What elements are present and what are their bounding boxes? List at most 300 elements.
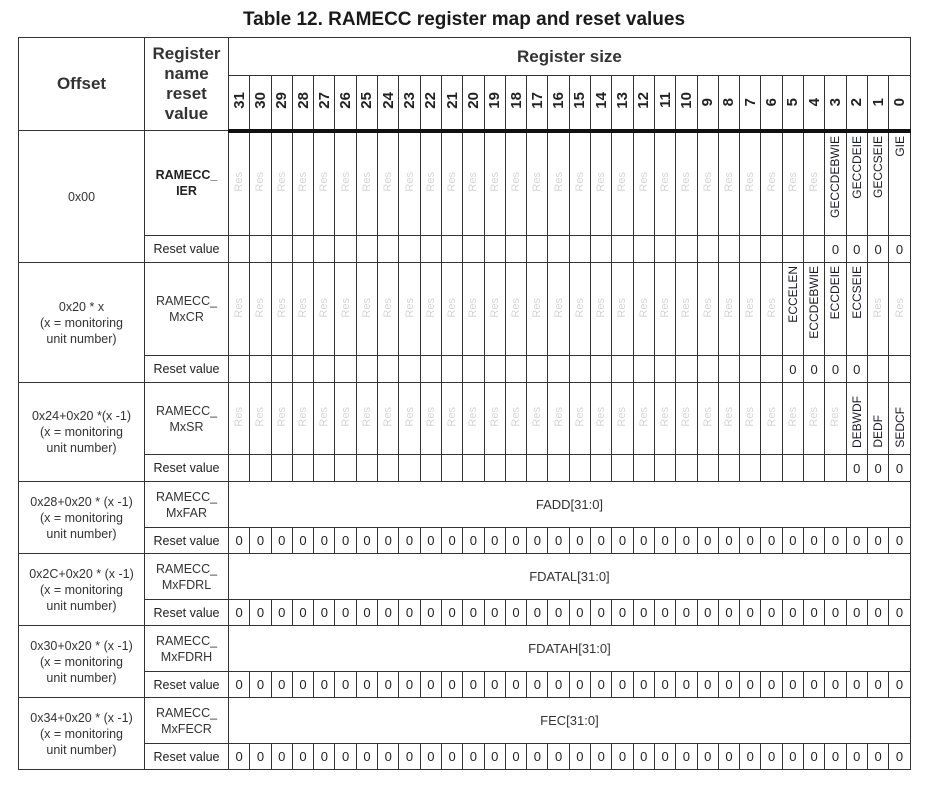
reset-bit-1	[867, 528, 888, 554]
reserved-bit	[761, 263, 782, 356]
reset-bit-7	[740, 672, 761, 698]
reset-value-label	[145, 744, 229, 770]
reserved-bit	[229, 263, 250, 356]
reset-row	[19, 600, 911, 626]
reserved-label: Res	[616, 297, 629, 318]
reset-bit-value: 0	[789, 533, 797, 548]
reset-bit-5	[782, 744, 803, 770]
reset-bit-value: 0	[384, 605, 392, 620]
text-line: unit number)	[46, 742, 117, 757]
reset-bit-22	[420, 528, 441, 554]
reset-bit-8	[718, 672, 739, 698]
reset-bit-28	[292, 744, 313, 770]
bit-number-label: 25	[358, 91, 376, 109]
reset-bit-value: 0	[810, 605, 818, 620]
bit-number-label: 9	[699, 98, 717, 107]
reset-row	[19, 744, 911, 770]
reset-bit-21	[441, 744, 462, 770]
reset-bit-17	[527, 600, 548, 626]
reserved-label: Res	[339, 172, 352, 193]
bit-number-label: 24	[379, 91, 397, 109]
reserved-bit	[250, 263, 271, 356]
bit-number-label: 2	[848, 98, 866, 107]
reset-bit-value: 0	[597, 677, 605, 692]
bit-number-0	[889, 76, 911, 131]
reset-bit-value: 0	[278, 533, 286, 548]
reserved-label: Res	[659, 172, 672, 193]
reserved-label: Res	[744, 407, 757, 427]
bit-number-label: 12	[635, 91, 653, 109]
register-row	[19, 626, 911, 672]
reset-bit-13	[612, 528, 633, 554]
reset-bit-value: 0	[533, 605, 541, 620]
reset-bit-24	[378, 600, 399, 626]
bit-number-label: 7	[741, 98, 759, 107]
reset-bit-23	[399, 236, 420, 263]
reserved-bit	[527, 131, 548, 236]
reserved-label: Res	[786, 407, 799, 427]
reset-bit-28	[292, 455, 313, 482]
reset-bit-value: 0	[554, 533, 563, 548]
bit-number-label: 27	[315, 91, 333, 109]
reset-bit-value: 0	[405, 749, 414, 764]
bit-field-eccdebwie	[804, 263, 825, 356]
reserved-bit	[378, 263, 399, 356]
reset-bit-8	[718, 528, 739, 554]
text-line: unit number)	[46, 441, 117, 455]
reset-bit-value: 0	[533, 533, 541, 548]
reset-bit-value: 0	[512, 533, 520, 548]
reset-bit-22	[420, 600, 441, 626]
reset-bit-11	[654, 744, 675, 770]
reserved-label: Res	[233, 407, 246, 427]
reset-bit-20	[463, 455, 484, 482]
reset-bit-19	[484, 600, 505, 626]
reset-bit-value: 0	[831, 749, 840, 764]
reserved-label: Res	[424, 297, 437, 318]
text-line: (x = monitoring	[39, 654, 124, 669]
reset-bit-27	[314, 455, 335, 482]
reset-bit-value: 0	[661, 533, 669, 548]
reset-bit-value: 0	[363, 533, 371, 548]
reserved-label: Res	[446, 172, 459, 193]
reset-bit-value: 0	[618, 533, 627, 548]
reserved-label: Res	[318, 172, 331, 193]
bit-number-21	[441, 76, 462, 131]
reset-bit-value: 0	[554, 749, 563, 764]
reset-bit-value: 0	[746, 749, 754, 764]
bit-number-label: 4	[805, 98, 823, 107]
reserved-bit	[697, 263, 718, 356]
reset-bit-value: 0	[618, 749, 627, 764]
reset-bit-29	[271, 528, 292, 554]
reset-bit-15	[569, 744, 590, 770]
reset-bit-24	[378, 528, 399, 554]
reset-bit-value: 0	[895, 749, 904, 764]
reset-bit-10	[676, 356, 697, 383]
bit-number-label: 11	[656, 92, 674, 109]
reset-bit-27	[314, 236, 335, 263]
reset-bit-6	[761, 528, 782, 554]
reset-bit-31	[229, 356, 250, 383]
reset-bit-value: 0	[597, 605, 605, 620]
reset-bit-2	[846, 672, 867, 698]
text-line: RAMECC_	[155, 168, 218, 182]
reset-bit-21	[441, 672, 462, 698]
bit-number-7	[740, 76, 761, 131]
reset-row	[19, 236, 911, 263]
bit-number-11	[654, 76, 675, 131]
reset-bit-value: 0	[874, 677, 882, 692]
reset-bit-value: 0	[256, 749, 265, 764]
reserved-label: Res	[722, 172, 735, 193]
reset-bit-17	[527, 672, 548, 698]
reset-bit-13	[612, 744, 633, 770]
register-field-wide	[229, 698, 911, 744]
reset-bit-3	[825, 356, 846, 383]
reserved-bit	[314, 131, 335, 236]
bit-field-debwdf	[846, 383, 867, 455]
reserved-bit	[505, 263, 526, 356]
register-name	[145, 554, 229, 600]
reserved-label: Res	[637, 407, 650, 427]
reset-bit-9	[697, 455, 718, 482]
reset-bit-value: 0	[576, 533, 584, 548]
reset-bit-22	[420, 236, 441, 263]
text-line: Register	[152, 44, 221, 63]
reserved-bit	[356, 383, 377, 455]
reserved-label: Res	[531, 172, 544, 193]
reset-bit-15	[569, 455, 590, 482]
reset-bit-value: 0	[469, 677, 478, 692]
register-name	[145, 482, 229, 528]
bit-number-label: 28	[294, 91, 312, 109]
register-name	[145, 698, 229, 744]
reserved-bit	[484, 131, 505, 236]
reserved-label: Res	[808, 172, 821, 193]
reset-bit-value: 0	[895, 605, 904, 620]
text-line: RAMECC_	[155, 403, 218, 418]
bit-field-sedcf	[889, 383, 911, 455]
reset-bit-11	[654, 528, 675, 554]
reset-bit-10	[676, 455, 697, 482]
reset-bit-29	[271, 356, 292, 383]
reset-bit-10	[676, 600, 697, 626]
reset-bit-22	[420, 744, 441, 770]
reset-bit-value: 0	[299, 749, 307, 764]
reset-bit-14	[591, 744, 612, 770]
register-row	[19, 383, 911, 455]
reset-bit-25	[356, 600, 377, 626]
reset-bit-value: 0	[235, 749, 243, 764]
reset-bit-value: 0	[725, 533, 733, 548]
reset-bit-1	[867, 356, 888, 383]
reset-bit-value: 0	[512, 605, 520, 620]
reset-bit-value: 0	[597, 749, 605, 764]
reset-bit-0	[889, 528, 911, 554]
reserved-label: Res	[637, 172, 650, 193]
reserved-bit	[591, 383, 612, 455]
reserved-bit	[441, 263, 462, 356]
reserved-label: Res	[701, 172, 714, 193]
reserved-bit	[314, 383, 335, 455]
reserved-bit	[548, 263, 569, 356]
reset-bit-value: 0	[810, 749, 818, 764]
reset-bit-value: 0	[640, 677, 648, 692]
reserved-label: Res	[744, 172, 757, 193]
reset-bit-20	[463, 356, 484, 383]
reserved-bit	[804, 131, 825, 236]
reset-bit-value: 0	[256, 533, 265, 548]
reset-bit-0	[889, 236, 911, 263]
register-name	[145, 131, 229, 236]
reserved-bit	[356, 131, 377, 236]
reset-label: Reset value	[153, 461, 220, 475]
reserved-bit	[399, 131, 420, 236]
reset-bit-value: 0	[427, 677, 435, 692]
text-line: RAMECC_	[155, 705, 218, 720]
reserved-bit	[740, 263, 761, 356]
reset-bit-value: 0	[704, 533, 712, 548]
reset-value-label	[145, 528, 229, 554]
reserved-label: Res	[765, 407, 778, 427]
bit-field-geccseie	[867, 131, 888, 236]
text-line: unit number)	[46, 598, 117, 613]
reset-bit-value: 0	[895, 460, 904, 476]
reset-bit-value: 0	[491, 749, 499, 764]
reset-bit-26	[335, 455, 356, 482]
reset-bit-5	[782, 455, 803, 482]
reset-bit-value: 0	[533, 749, 541, 764]
reset-bit-20	[463, 236, 484, 263]
reserved-label: Res	[488, 407, 501, 427]
reset-bit-value: 0	[576, 605, 584, 620]
reset-bit-value: 0	[405, 533, 414, 548]
reserved-bit	[718, 131, 739, 236]
reset-bit-value: 0	[469, 605, 478, 620]
reset-bit-value: 0	[853, 241, 861, 257]
reserved-label: Res	[744, 297, 757, 318]
text-line: unit number)	[46, 670, 117, 685]
reset-bit-29	[271, 600, 292, 626]
reset-bit-24	[378, 672, 399, 698]
reset-bit-value: 0	[256, 605, 265, 620]
reset-bit-6	[761, 236, 782, 263]
bit-number-20	[463, 76, 484, 131]
reserved-label: Res	[680, 297, 693, 318]
reset-bit-23	[399, 528, 420, 554]
bit-number-30	[250, 76, 271, 131]
reserved-bit	[782, 383, 803, 455]
text-line: 0x30+0x20 * (x -1)	[30, 638, 133, 653]
reset-bit-23	[399, 356, 420, 383]
reset-bit-value: 0	[576, 749, 584, 764]
reset-bit-value: 0	[235, 533, 243, 548]
reserved-label: Res	[595, 172, 608, 193]
reserved-label: Res	[510, 172, 522, 193]
bit-number-label: 21	[443, 91, 461, 109]
reset-bit-value: 0	[533, 677, 541, 692]
reset-bit-16	[548, 455, 569, 482]
reset-bit-value: 0	[767, 749, 776, 764]
reset-bit-value: 0	[469, 749, 478, 764]
reserved-label: Res	[403, 297, 416, 318]
text-line: RAMECC_	[155, 294, 218, 308]
reserved-bit	[612, 383, 633, 455]
reset-bit-value: 0	[405, 677, 414, 692]
reserved-label: Res	[467, 172, 480, 193]
reset-row	[19, 672, 911, 698]
reset-bit-value: 0	[682, 677, 690, 692]
reserved-bit	[867, 263, 888, 356]
reserved-label: Res	[510, 297, 522, 318]
field-label: ECCDEBWIE	[807, 266, 822, 339]
reset-bit-value: 0	[704, 605, 712, 620]
reserved-label: Res	[275, 407, 288, 427]
reset-bit-3	[825, 744, 846, 770]
reset-bit-28	[292, 356, 313, 383]
reserved-bit	[356, 263, 377, 356]
reset-label: Reset value	[153, 677, 220, 692]
reset-bit-value: 0	[874, 460, 882, 476]
reset-bit-value: 0	[554, 605, 563, 620]
reserved-label: Res	[254, 172, 267, 193]
reserved-label: Res	[488, 297, 501, 318]
reset-bit-30	[250, 455, 271, 482]
reset-bit-23	[399, 600, 420, 626]
reset-bit-value: 0	[448, 749, 456, 764]
reserved-label: Res	[233, 172, 246, 193]
reserved-bit	[292, 263, 313, 356]
reset-bit-5	[782, 356, 803, 383]
reset-bit-12	[633, 356, 654, 383]
reserved-label: Res	[360, 407, 373, 427]
reserved-label: Res	[382, 172, 395, 193]
reset-bit-13	[612, 236, 633, 263]
reset-bit-19	[484, 528, 505, 554]
reserved-label: Res	[446, 297, 459, 318]
reset-bit-20	[463, 528, 484, 554]
reset-bit-18	[505, 672, 526, 698]
reset-bit-value: 0	[235, 605, 243, 620]
reserved-bit	[463, 131, 484, 236]
reset-bit-1	[867, 672, 888, 698]
reset-bit-26	[335, 528, 356, 554]
reset-bit-value: 0	[810, 533, 818, 548]
reset-bit-1	[867, 236, 888, 263]
reserved-label: Res	[680, 407, 693, 427]
register-offset	[19, 554, 145, 626]
reset-bit-value: 0	[767, 605, 776, 620]
reset-bit-2	[846, 356, 867, 383]
reset-bit-value: 0	[554, 677, 563, 692]
reset-bit-21	[441, 528, 462, 554]
reset-bit-25	[356, 455, 377, 482]
text-line: 0x20 * x	[58, 299, 105, 314]
reset-bit-7	[740, 528, 761, 554]
reset-bit-value: 0	[895, 677, 904, 692]
reserved-label: Res	[403, 172, 416, 193]
reset-bit-value: 0	[682, 605, 690, 620]
reset-bit-13	[612, 600, 633, 626]
register-offset	[19, 131, 145, 263]
reset-bit-5	[782, 600, 803, 626]
reset-bit-2	[846, 455, 867, 482]
bit-number-label: 20	[464, 91, 482, 109]
reset-bit-8	[718, 455, 739, 482]
bit-number-29	[271, 76, 292, 131]
reserved-bit	[804, 383, 825, 455]
reset-bit-13	[612, 455, 633, 482]
reset-bit-29	[271, 236, 292, 263]
reserved-bit	[740, 383, 761, 455]
reset-value-label	[145, 455, 229, 482]
bit-number-5	[782, 76, 803, 131]
reset-bit-8	[718, 236, 739, 263]
register-name	[145, 383, 229, 455]
bit-field-eccseie	[846, 263, 867, 356]
reset-bit-29	[271, 744, 292, 770]
text-line: 0x00	[67, 189, 96, 204]
register-offset	[19, 383, 145, 482]
reserved-bit	[314, 263, 335, 356]
reserved-label: Res	[701, 297, 714, 318]
reset-bit-14	[591, 672, 612, 698]
text-line: (x = monitoring	[39, 510, 124, 525]
text-line: (x = monitoring	[39, 582, 124, 597]
bit-number-3	[825, 76, 846, 131]
reset-row	[19, 455, 911, 482]
reserved-bit	[420, 131, 441, 236]
reset-bit-19	[484, 744, 505, 770]
reset-bit-6	[761, 455, 782, 482]
reserved-bit	[229, 131, 250, 236]
reserved-bit	[271, 131, 292, 236]
bit-number-28	[292, 76, 313, 131]
register-name	[145, 626, 229, 672]
text-line: RAMECC_	[155, 489, 218, 504]
reset-bit-value: 0	[427, 605, 435, 620]
reset-bit-value: 0	[448, 533, 456, 548]
reset-bit-16	[548, 600, 569, 626]
reset-bit-value: 0	[767, 677, 776, 692]
reset-value-label	[145, 236, 229, 263]
reset-bit-25	[356, 528, 377, 554]
reset-bit-value: 0	[235, 677, 243, 692]
reset-bit-value: 0	[789, 749, 797, 764]
reset-bit-value: 0	[320, 533, 328, 548]
reset-bit-value: 0	[810, 677, 818, 692]
reserved-bit	[292, 383, 313, 455]
reset-bit-24	[378, 455, 399, 482]
reset-bit-value: 0	[320, 605, 328, 620]
reserved-bit	[335, 263, 356, 356]
table-title: Table 12. RAMECC register map and reset values	[242, 9, 686, 30]
reset-bit-value: 0	[704, 677, 712, 692]
reset-bit-4	[804, 744, 825, 770]
reset-bit-16	[548, 236, 569, 263]
reset-bit-0	[889, 672, 911, 698]
reserved-label: Res	[552, 407, 565, 427]
reset-bit-value: 0	[320, 677, 328, 692]
bit-number-label: 29	[273, 91, 291, 109]
reset-bit-value: 0	[384, 533, 392, 548]
field-label: ECCSEIE	[849, 266, 864, 319]
reset-bit-value: 0	[405, 605, 414, 620]
reserved-label: Res	[531, 407, 544, 427]
reserved-bit	[633, 383, 654, 455]
reserved-label: Res	[446, 407, 459, 427]
